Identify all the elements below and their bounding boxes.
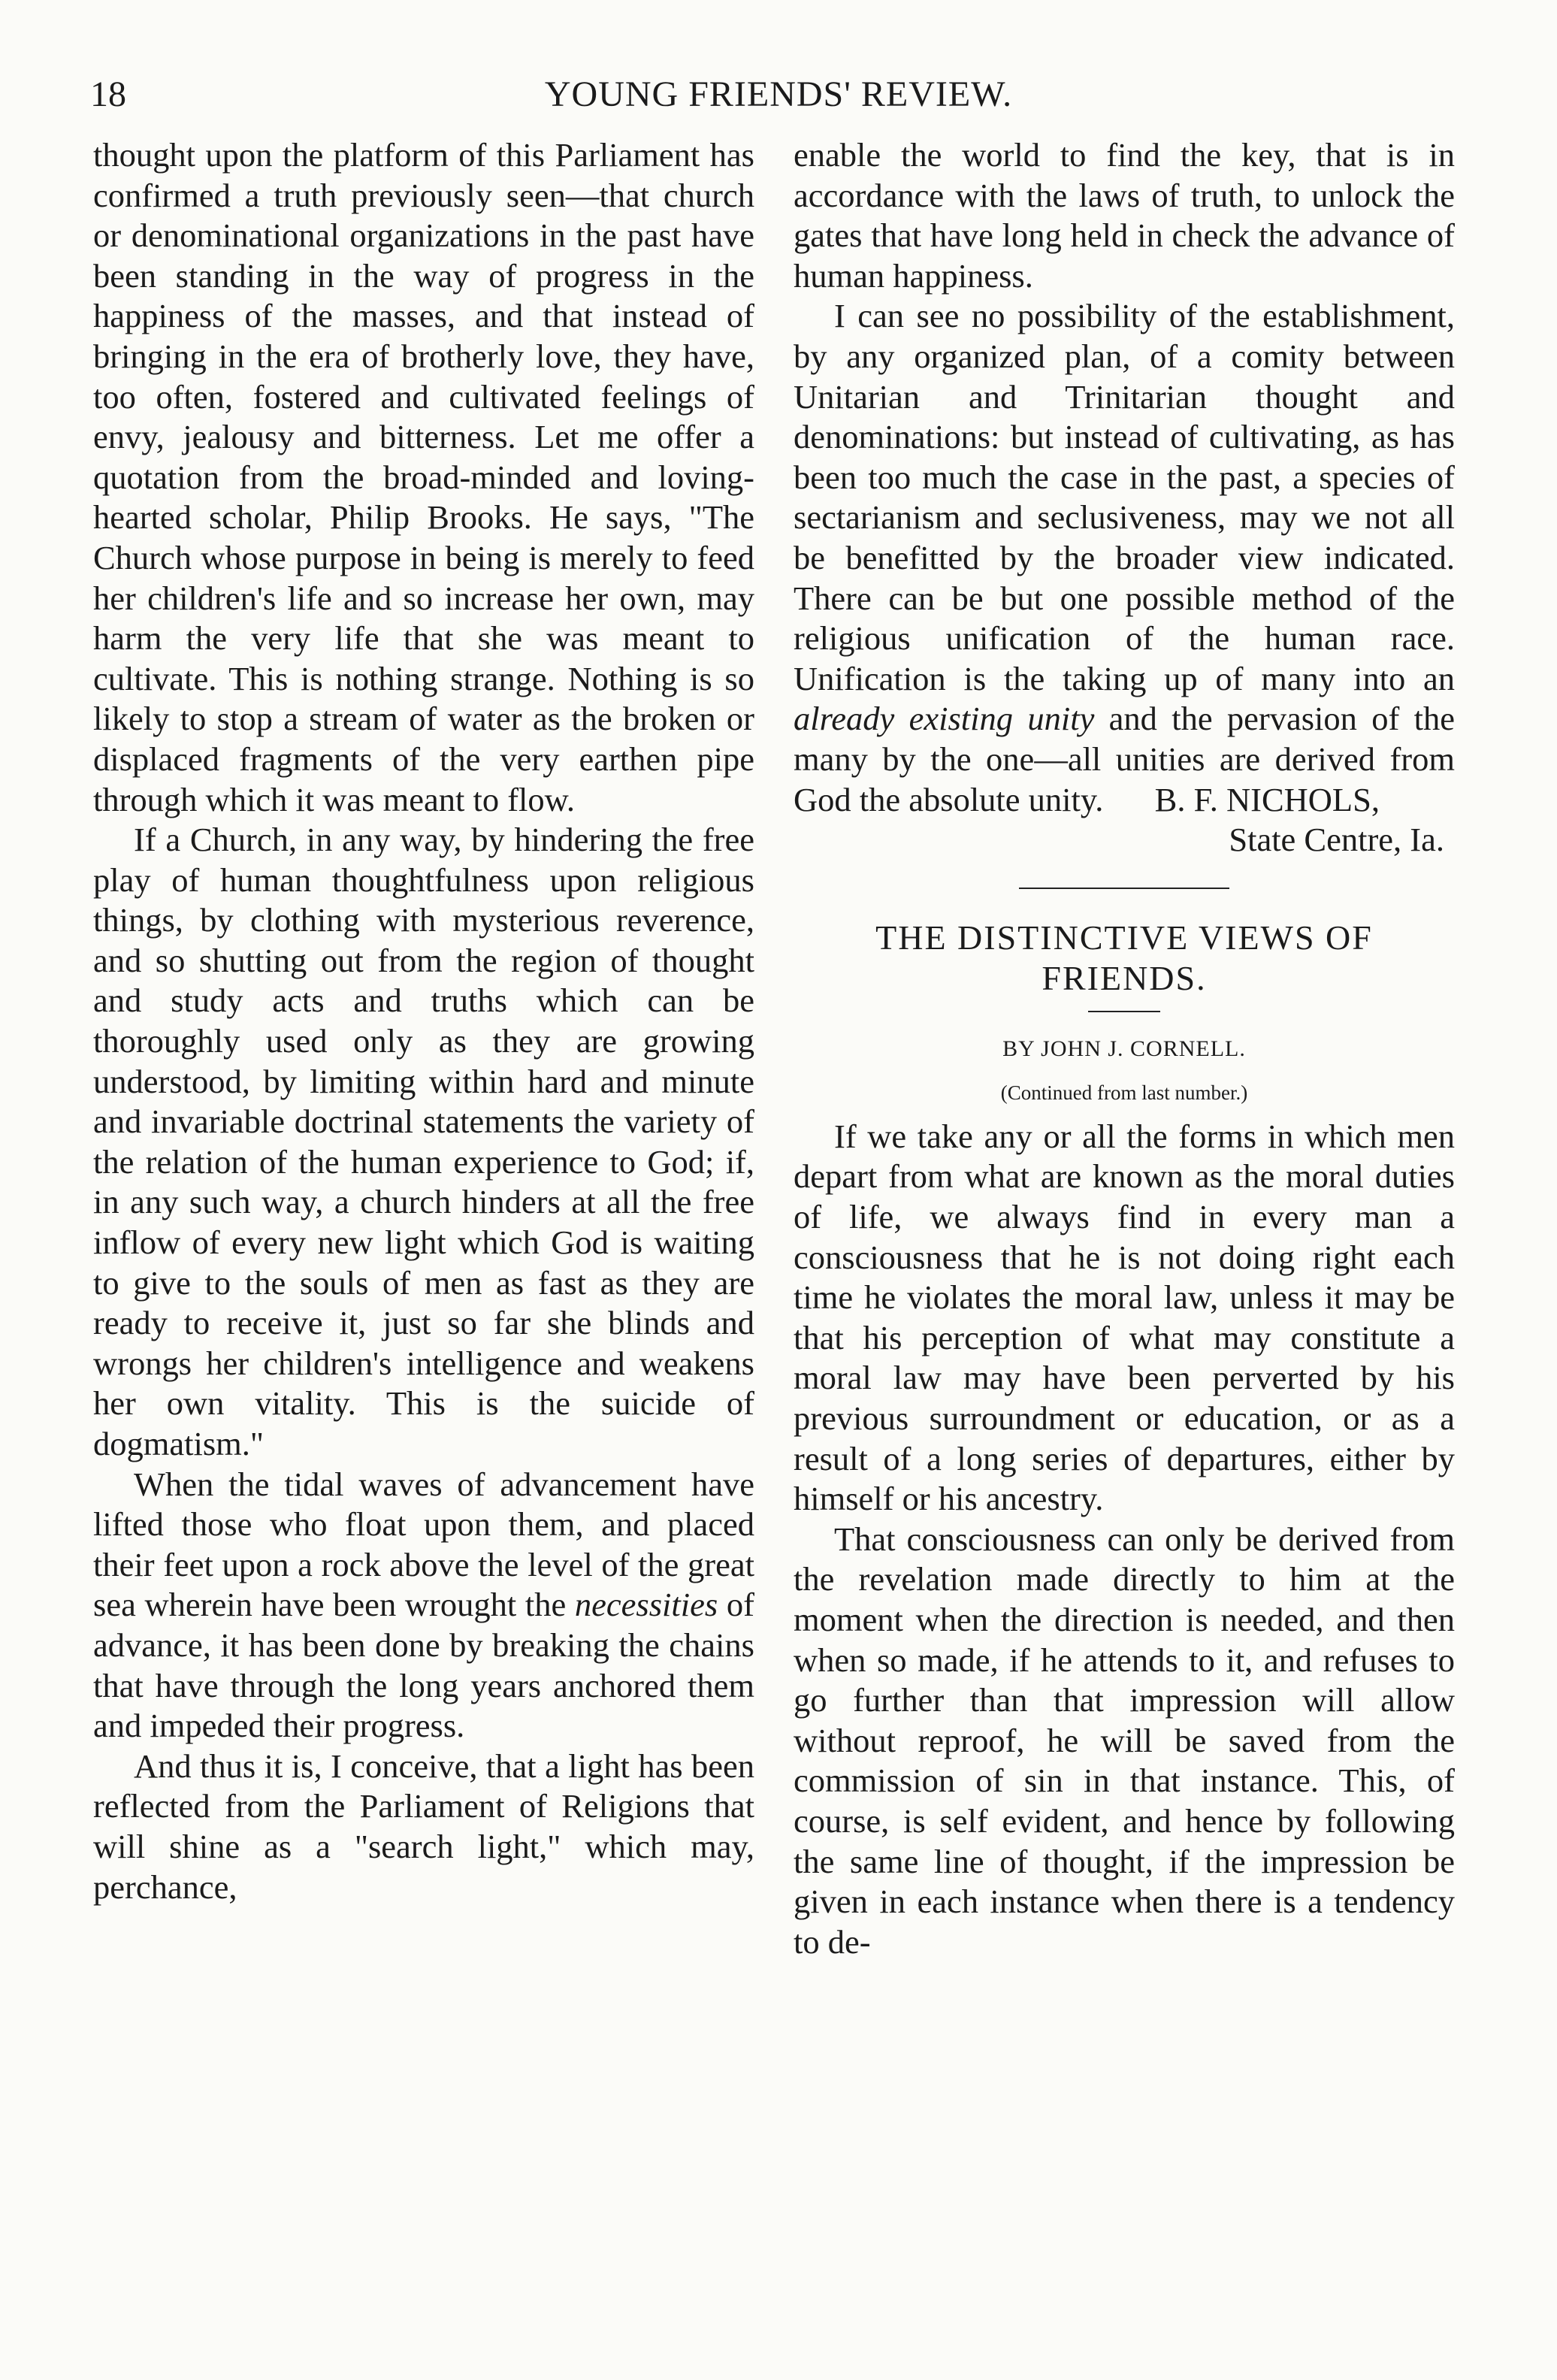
left-paragraph-3-text-a: When the tidal waves of advancement have lifted those who float upon them, and placed their feet upon a rock above the level of the great sea wherein have been wrought the (93, 1465, 754, 1624)
journal-title: YOUNG FRIENDS' REVIEW. (544, 74, 1013, 114)
section-divider (1019, 888, 1229, 889)
signature-place: State Centre, Ia. (1229, 821, 1444, 859)
right-column (794, 135, 1455, 1962)
running-head (90, 74, 1467, 126)
title-rule (1088, 1011, 1160, 1012)
continued-note: (Continued from last number.) (1000, 1081, 1248, 1105)
signature-name: B. F. NICHOLS, (1154, 780, 1380, 818)
right-paragraph-1: enable the world to find the key, that is in accordance with the laws of truth, to unlock the gates that have long held in check the advance of human happiness. (794, 136, 1455, 295)
left-paragraph-3 (93, 1465, 754, 1746)
right-paragraph-2-emphasis: already existing unity (794, 700, 1095, 738)
left-paragraph-1: thought upon the platform of this Parliament has confirmed a truth previously seen—that church or denominational organizations in the past have been standing in the way of progress in the happiness of the masses, and that instead of bringing in the era of brotherly love, they have, too often, fostered and cultivated feelings of envy, jealousy and bitterness. Let me offer a quotation from the broad-minded and loving-hearted scholar, Philip Brooks. He says, "The Church whose purpose in being is merely to feed her children's life and so increase her own, may harm the very life that she was meant to cultivate. This is nothing strange. Nothing is so likely to stop a stream of water as the broken or displaced fragments of the very earthen pipe through which it was meant to flow. (93, 136, 754, 818)
article-byline: BY JOHN J. CORNELL. (1002, 1036, 1246, 1061)
right-paragraph-2-text-a: I can see no possibility of the establishment, by any organized plan, of a comity between Unitarian and Trinitarian thought and denominations: but instead of cultivating, as has been too much the case in the past, a species of sectarianism and seclusiveness, may we not all be benefitted by the broader view indicated. There can be but one possible method of the religious unification of the human race. Unification is the taking up of many into an (794, 297, 1455, 697)
right-paragraph-2-text-b: and the pervasion of the many by the one—all unities are derived from God the absolute unity. (794, 700, 1455, 818)
left-paragraph-2: If a Church, in any way, by hindering the free play of human thoughtfulness upon religious things, by clothing with mysterious reverence, and so shutting out from the region of thought and study acts and truths which can be thoroughly used only as they are growing understood, by limiting within hard and minute and invariable doctrinal statements the variety of the relation of the human experience to God; if, in any such way, a church hinders at all the free inflow of every new light which God is waiting to give to the souls of men as fast as they are ready to receive it, just so far she blinds and wrongs her children's intelligence and weakens her own vitality. This is the suicide of dogmatism." (93, 821, 754, 1462)
left-column (93, 135, 754, 1907)
page-number: 18 (90, 74, 126, 114)
right-paragraph-4: That consciousness can only be derived from the revelation made directly to him at the moment when the direction is needed, and then when so made, if he attends to it, and refuses to go further than that impression will allow without reproof, he will be saved from the commission of sin in that instance. This, of course, is self evident, and hence by following the same line of thought, if the impression be given in each instance when there is a tendency to de- (794, 1520, 1455, 1961)
right-paragraph-2 (794, 296, 1455, 820)
article-title: THE DISTINCTIVE VIEWS OF FRIENDS. (875, 918, 1373, 997)
left-paragraph-3-text-b: of advance, it has been done by breaking the chains that have through the long years anchored them and impeded their progress. (93, 1586, 754, 1745)
left-paragraph-4: And thus it is, I conceive, that a light has been reflected from the Parliament of Religions that will shine as a "search light," which may, perchance, (93, 1746, 754, 1906)
left-paragraph-3-emphasis: necessities (574, 1586, 718, 1624)
right-paragraph-3: If we take any or all the forms in which men depart from what are known as the moral duties of life, we always find in every man a consciousness that he is not doing right each time he violates the moral law, unless it may be that his perception of what may constitute a moral law may have been perverted by his previous surroundment or education, or as a result of a long series of departures, either by himself or his ancestry. (794, 1117, 1455, 1518)
